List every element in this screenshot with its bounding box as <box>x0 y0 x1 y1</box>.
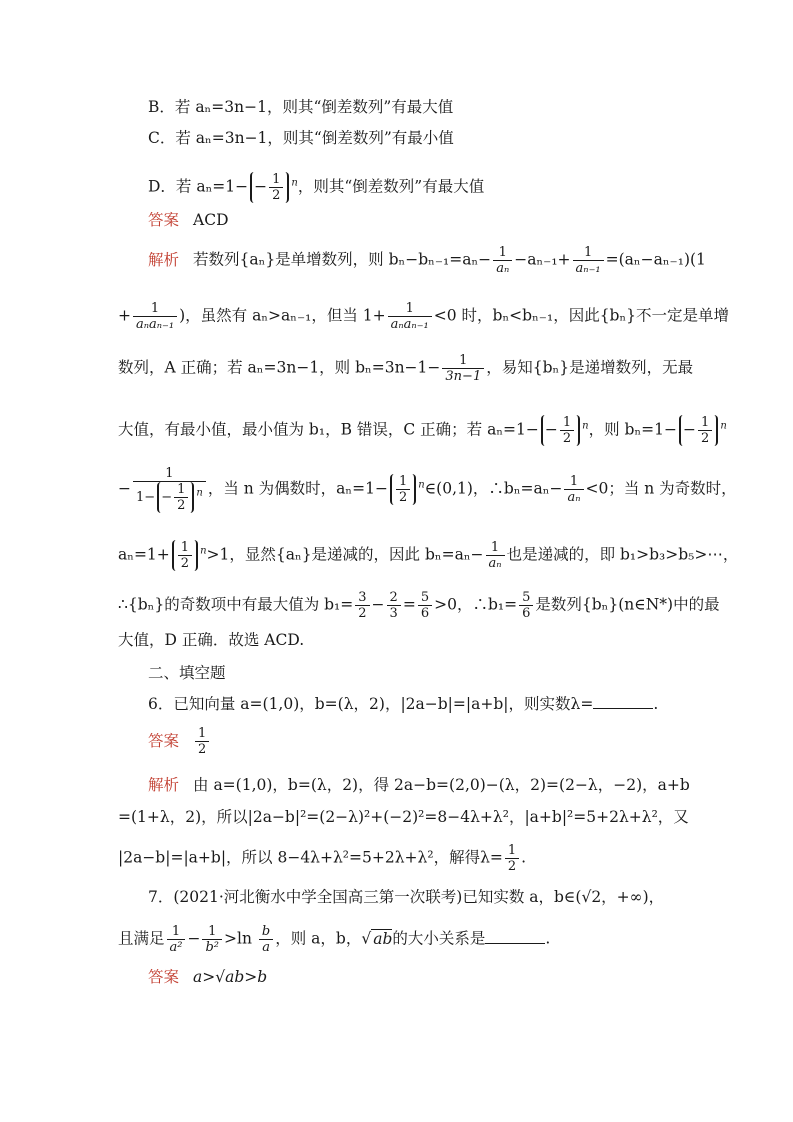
q5-analysis-line-6: aₙ=1+ $\frac{1}{2}$ $^n$>1，显然{aₙ}是递减的，因此 bₙ=aₙ− $\frac{1}{\text{aₙ}}$ 也是递减的，即 b₁>b₃>b₅>⋯， <box>118 540 739 571</box>
answer-blank <box>593 694 653 709</box>
option-c: C．若 aₙ=3n−1，则其“倒差数列”有最小值 <box>148 129 454 147</box>
q5-answer: 答案 ACD <box>148 211 229 229</box>
q7-answer: 答案 a>√ab>b <box>148 968 268 986</box>
q6-stem: 6．已知向量 a=(1,0)，b=(λ，2)，|2a−b|=|a+b|，则实数λ= . <box>148 695 659 713</box>
paren-bracket: − $\frac{1}{2}$ <box>250 172 289 203</box>
section-heading: 二、填空题 <box>148 664 226 682</box>
analysis-label: 解析 <box>148 250 180 269</box>
q7-stem-line-2: 且满足 $\frac{1}{\text{a²}}$ − $\frac{1}{\text{b²}}$ >ln $\frac{b}{a}$ ，则 a，b，√ ab的大小关系是 . <box>118 924 551 955</box>
q6-answer: 答案 $\frac{1}{2}$ <box>148 726 211 757</box>
q5-analysis-line-5: − 1 1− − $\frac{1}{2}$ $^n$ ，当 n 为偶数时，aₙ=1− $\frac{1}{2}$ $^n$∈(0,1)，∴bₙ=aₙ− $\frac{1}{\text{aₙ}}$ <0；当 n 为奇数时， <box>118 466 737 513</box>
q5-analysis-line-8: 大值，D 正确．故选 ACD. <box>118 631 305 649</box>
q6-analysis-line-3: |2a−b|=|a+b|，所以 8−4λ+λ²=5+2λ+λ²，解得λ= $\frac{1}{2}$ . <box>118 843 527 874</box>
answer-blank <box>485 929 545 944</box>
q5-analysis-line-4: 大值，有最小值，最小值为 b₁，B 错误，C 正确；若 aₙ=1− − $\frac{1}{2}$ $^n$，则 bₙ=1− − $\frac{1}{2}$ $^n$ <box>118 415 727 446</box>
q5-analysis-line-3: 数列，A 正确；若 aₙ=3n−1，则 bₙ=3n−1− $\frac{1}{3n-1}$ ，易知{bₙ}是递增数列，无最 <box>118 353 694 384</box>
option-b: B．若 aₙ=3n−1，则其“倒差数列”有最大值 <box>148 98 454 116</box>
fraction: $\frac{1}{2}$ <box>269 172 283 203</box>
q5-analysis-line-1: 解析 若数列{aₙ}是单增数列，则 bₙ−bₙ₋₁=aₙ− $\frac{1}{\text{aₙ}}$ −aₙ₋₁+ $\frac{1}{\text{aₙ₋₁}}$ =(aₙ−aₙ₋₁)(1 <box>148 245 706 276</box>
q6-analysis-line-1: 解析 由 a=(1,0)，b=(λ，2)，得 2a−b=(2,0)−(λ，2)=(2−λ，−2)，a+b <box>148 776 690 794</box>
q5-analysis-line-2: + $\frac{1}{\text{aₙaₙ₋₁}}$ )，虽然有 aₙ>aₙ₋₁，但当 1+ $\frac{1}{\text{aₙaₙ₋₁}}$ <0 时，bₙ<bₙ₋₁，因此{bₙ}不一定是单增 <box>118 301 730 332</box>
q6-analysis-line-2: =(1+λ，2)，所以|2a−b|²=(2−λ)²+(−2)²=8−4λ+λ²，|a+b|²=5+2λ+λ²，又 <box>118 808 689 826</box>
q5-analysis-line-7: ∴{bₙ}的奇数项中有最大值为 b₁= $\frac{3}{2}$ − $\frac{2}{3}$ = $\frac{5}{6}$ >0，∴b₁= $\frac{5}{6}$ 是数列{bₙ}(n∈N*)中的最 <box>118 590 720 621</box>
answer-label: 答案 <box>148 211 180 229</box>
option-d: D．若 aₙ=1− − $\frac{1}{2}$ $^n$，则其“倒差数列”有最大值 <box>148 172 485 203</box>
q7-stem-line-1: 7．(2021·河北衡水中学全国高三第一次联考)已知实数 a，b∈(√2，+∞)， <box>148 888 665 906</box>
